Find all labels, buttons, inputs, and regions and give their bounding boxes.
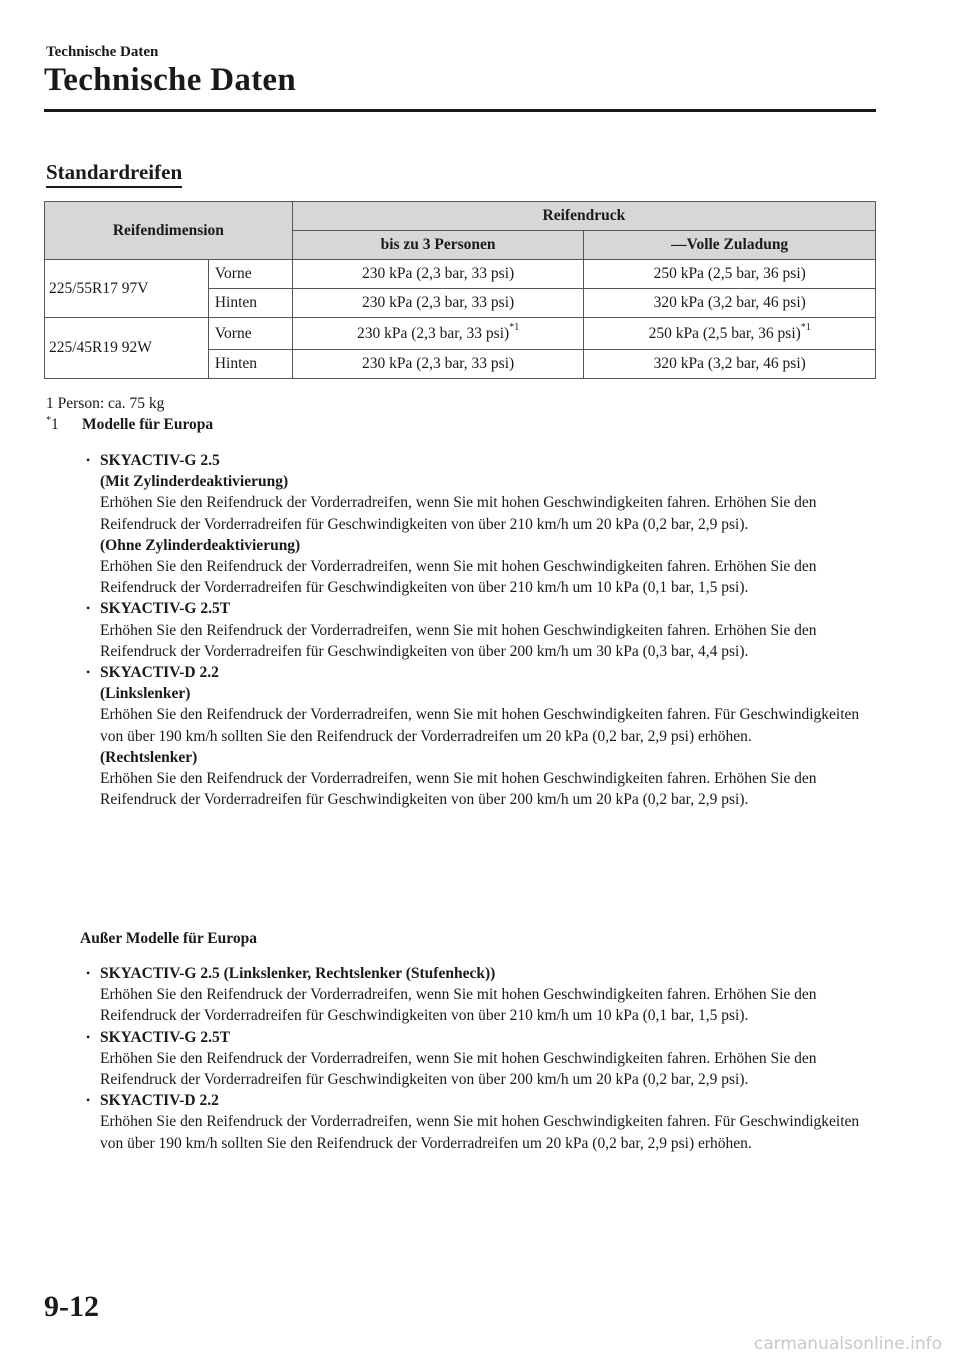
item-text: Erhöhen Sie den Reifendruck der Vorderradreifen, wenn Sie mit hohen Geschwindigkeiten fahren. Für Geschwindigkeiten von über 190 km/h sollten Sie den Reifendruck der Vorderradreifen um 20 kPa (0,2 bar, 2,9 psi) erhöhen. [100, 706, 860, 745]
item-title: • SKYACTIV-D 2.2 [100, 1092, 219, 1110]
footnote-ref: *1 [800, 321, 811, 333]
footnote-title: Modelle für Europa [82, 416, 214, 433]
cell-pressure [292, 318, 584, 350]
footnote [46, 414, 876, 435]
page-title: Technische Daten [44, 62, 297, 98]
cell-position: Vorne [208, 318, 292, 350]
list-item [84, 1027, 874, 1091]
item-subtitle: (Ohne Zylinderdeaktivierung) [100, 536, 301, 554]
item-text: Erhöhen Sie den Reifendruck der Vorderradreifen, wenn Sie mit hohen Geschwindigkeiten fahren. Erhöhen Sie den Reifendruck der Vorderradreifen für Geschwindigkeiten von über 200 km/h um 20 kPa (0,2 bar, 2,9 psi). [100, 1049, 817, 1089]
header-pressure: Reifendruck [292, 202, 875, 231]
header-load-2: —Volle Zuladung [584, 231, 876, 260]
item-text: Erhöhen Sie den Reifendruck der Vorderradreifen, wenn Sie mit hohen Geschwindigkeiten fahren. Erhöhen Sie den Reifendruck der Vorderradreifen für Geschwindigkeiten von über 200 km/h um 20 kPa (0,2 bar, 2,9 psi). [100, 770, 817, 809]
list-item [84, 450, 874, 598]
tire-pressure-table [44, 201, 876, 379]
other-markets-title: Außer Modelle für Europa [80, 930, 257, 947]
cell-pressure: 320 kPa (3,2 bar, 46 psi) [584, 350, 876, 379]
cell-pressure [584, 318, 876, 350]
header-load-1: bis zu 3 Personen [292, 231, 584, 260]
notes [46, 393, 876, 435]
cell-pressure: 230 kPa (2,3 bar, 33 psi) [292, 289, 584, 318]
other-list [84, 963, 874, 1154]
header-dimension: Reifendimension [45, 202, 293, 260]
europe-list [84, 450, 874, 810]
item-title: • SKYACTIV-G 2.5T [100, 600, 231, 618]
list-item [84, 963, 874, 1027]
table-row [45, 260, 876, 289]
list-item [84, 598, 874, 662]
item-text: Erhöhen Sie den Reifendruck der Vorderradreifen, wenn Sie mit hohen Geschwindigkeiten fahren. Erhöhen Sie den Reifendruck der Vorderradreifen für Geschwindigkeiten von über 210 km/h um 10 kPa (0,1 bar, 1,5 psi). [100, 558, 817, 597]
item-text: Erhöhen Sie den Reifendruck der Vorderradreifen, wenn Sie mit hohen Geschwindigkeiten fahren. Für Geschwindigkeiten von über 190 km/h sollten Sie den Reifendruck der Vorderradreifen um 20 kPa (0,2 bar, 2,9 psi) erhöhen. [100, 1113, 860, 1152]
section-title: Standardreifen [46, 160, 182, 188]
item-subtitle: (Linkslenker) [100, 685, 191, 703]
page-number: 9-12 [44, 1290, 99, 1323]
cell-pressure-value: 230 kPa (2,3 bar, 33 psi) [356, 324, 510, 342]
item-title: • SKYACTIV-G 2.5T [100, 1028, 231, 1046]
table-row [45, 318, 876, 350]
item-text: Erhöhen Sie den Reifendruck der Vorderradreifen, wenn Sie mit hohen Geschwindigkeiten fahren. Erhöhen Sie den Reifendruck der Vorderradreifen für Geschwindigkeiten von über 200 km/h um 30 kPa (0,3 bar, 4,4 psi). [100, 621, 817, 660]
item-subtitle: (Mit Zylinderdeaktivierung) [100, 473, 289, 491]
item-text: Erhöhen Sie den Reifendruck der Vorderradreifen, wenn Sie mit hohen Geschwindigkeiten fahren. Erhöhen Sie den Reifendruck der Vorderradreifen für Geschwindigkeiten von über 210 km/h um 20 kPa (0,2 bar, 2,9 psi). [100, 494, 817, 533]
item-title: • SKYACTIV-G 2.5 (Linkslenker, Rechtslenker (Stufenheck)) [100, 965, 496, 982]
cell-pressure-value: 250 kPa (2,5 bar, 36 psi) [648, 324, 801, 342]
footnote-ref: *1 [509, 321, 520, 333]
item-subtitle: (Rechtslenker) [100, 748, 198, 766]
cell-dimension: 225/45R19 92W [45, 318, 209, 379]
cell-position: Hinten [208, 289, 292, 318]
footnote-mark: *1 [46, 415, 59, 433]
cell-position: Hinten [208, 350, 292, 379]
watermark: carmanualsonline.info [753, 1334, 942, 1354]
running-header: Technische Daten [46, 44, 159, 60]
list-item [84, 662, 874, 810]
item-title: • SKYACTIV-G 2.5 [100, 452, 220, 469]
cell-dimension: 225/55R17 97V [45, 260, 209, 318]
cell-pressure: 230 kPa (2,3 bar, 33 psi) [292, 260, 584, 289]
person-weight-note: 1 Person: ca. 75 kg [46, 395, 165, 412]
cell-pressure: 320 kPa (3,2 bar, 46 psi) [584, 289, 876, 318]
cell-pressure: 250 kPa (2,5 bar, 36 psi) [584, 260, 876, 289]
list-item [84, 1090, 874, 1154]
cell-pressure: 230 kPa (2,3 bar, 33 psi) [292, 350, 584, 379]
cell-position: Vorne [208, 260, 292, 289]
item-text: Erhöhen Sie den Reifendruck der Vorderradreifen, wenn Sie mit hohen Geschwindigkeiten fahren. Erhöhen Sie den Reifendruck der Vorderradreifen für Geschwindigkeiten von über 210 km/h um 10 kPa (0,1 bar, 1,5 psi). [100, 986, 817, 1025]
header-rule [44, 109, 876, 112]
item-title: • SKYACTIV-D 2.2 [100, 664, 219, 682]
